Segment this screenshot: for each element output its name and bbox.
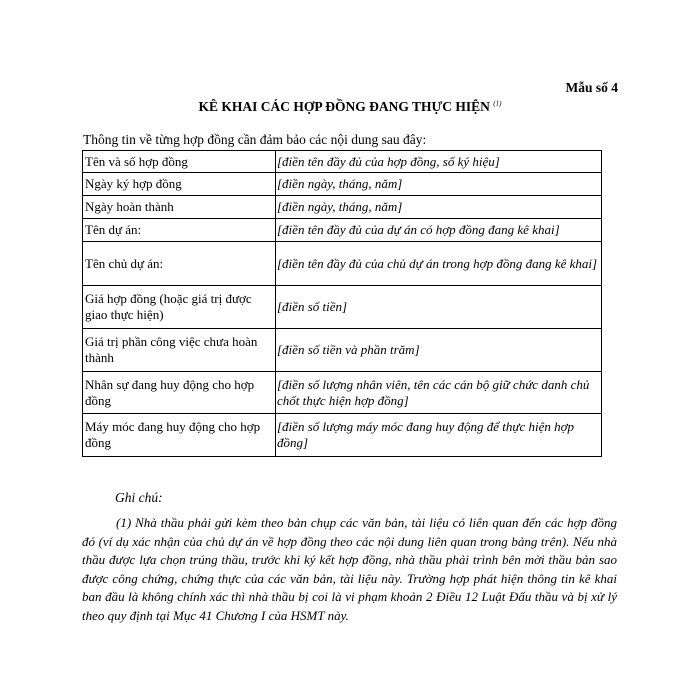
row-value: [điền ngày, tháng, năm] [276, 173, 602, 196]
form-number: Mẫu số 4 [565, 80, 618, 95]
table-row [83, 219, 602, 242]
table-row [83, 151, 602, 173]
table-row [83, 329, 602, 372]
document-title [0, 99, 700, 115]
table-row [83, 286, 602, 329]
table-row [83, 173, 602, 196]
table-row [83, 372, 602, 414]
title-text: KÊ KHAI CÁC HỢP ĐỒNG ĐANG THỰC HIỆN [198, 99, 490, 114]
row-value: [điền số tiền] [276, 286, 602, 329]
footnote-text: (1) Nhà thầu phải gửi kèm theo bản chụp các văn bản, tài liệu có liên quan đến các hợp đồng đó (ví dụ xác nhận của chủ dự án về hợp đồng theo các nội dung liên quan trong bảng trên). Nếu nhà thầu được lựa chọn trúng thầu, trước khi ký kết hợp đồng, nhà thầu phải trình bên mời thầu bản sao được công chứng, chứng thực của các văn bản, tài liệu này. Trường hợp phát hiện thông tin kê khai ban đầu là không chính xác thì nhà thầu bị coi là vi phạm khoản 2 Điều 12 Luật Đấu thầu và bị xử lý theo quy định tại Mục 41 Chương I của HSMT này. [82, 515, 617, 623]
table-row [83, 414, 602, 457]
row-label: Tên và số hợp đồng [83, 151, 276, 173]
title-footnote: (1) [493, 99, 502, 108]
row-value: [điền số lượng máy móc đang huy động để thực hiện hợp đồng] [276, 414, 602, 457]
row-value: [điền tên đầy đủ của chủ dự án trong hợp đồng đang kê khai] [276, 242, 602, 286]
row-label: Giá trị phần công việc chưa hoàn thành [83, 329, 276, 372]
row-label: Ngày hoàn thành [83, 196, 276, 219]
row-label: Ngày ký hợp đồng [83, 173, 276, 196]
row-label: Tên chủ dự án: [83, 242, 276, 286]
row-value: [điền tên đầy đủ của dự án có hợp đồng đang kê khai] [276, 219, 602, 242]
notes-heading: Ghi chú: [115, 490, 163, 505]
row-value: [điền tên đầy đủ của hợp đồng, số ký hiệu] [276, 151, 602, 173]
table-row [83, 242, 602, 286]
contract-info-table [82, 150, 602, 457]
intro-text: Thông tin về từng hợp đồng cần đảm bảo các nội dung sau đây: [83, 132, 427, 147]
row-label: Máy móc đang huy động cho hợp đồng [83, 414, 276, 457]
row-value: [điền số tiền và phần trăm] [276, 329, 602, 372]
row-label: Giá hợp đồng (hoặc giá trị được giao thực hiện) [83, 286, 276, 329]
row-label: Nhân sự đang huy động cho hợp đồng [83, 372, 276, 414]
row-value: [điền số lượng nhân viên, tên các cán bộ giữ chức danh chủ chốt thực hiện hợp đồng] [276, 372, 602, 414]
table-row [83, 196, 602, 219]
row-value: [điền ngày, tháng, năm] [276, 196, 602, 219]
row-label: Tên dự án: [83, 219, 276, 242]
